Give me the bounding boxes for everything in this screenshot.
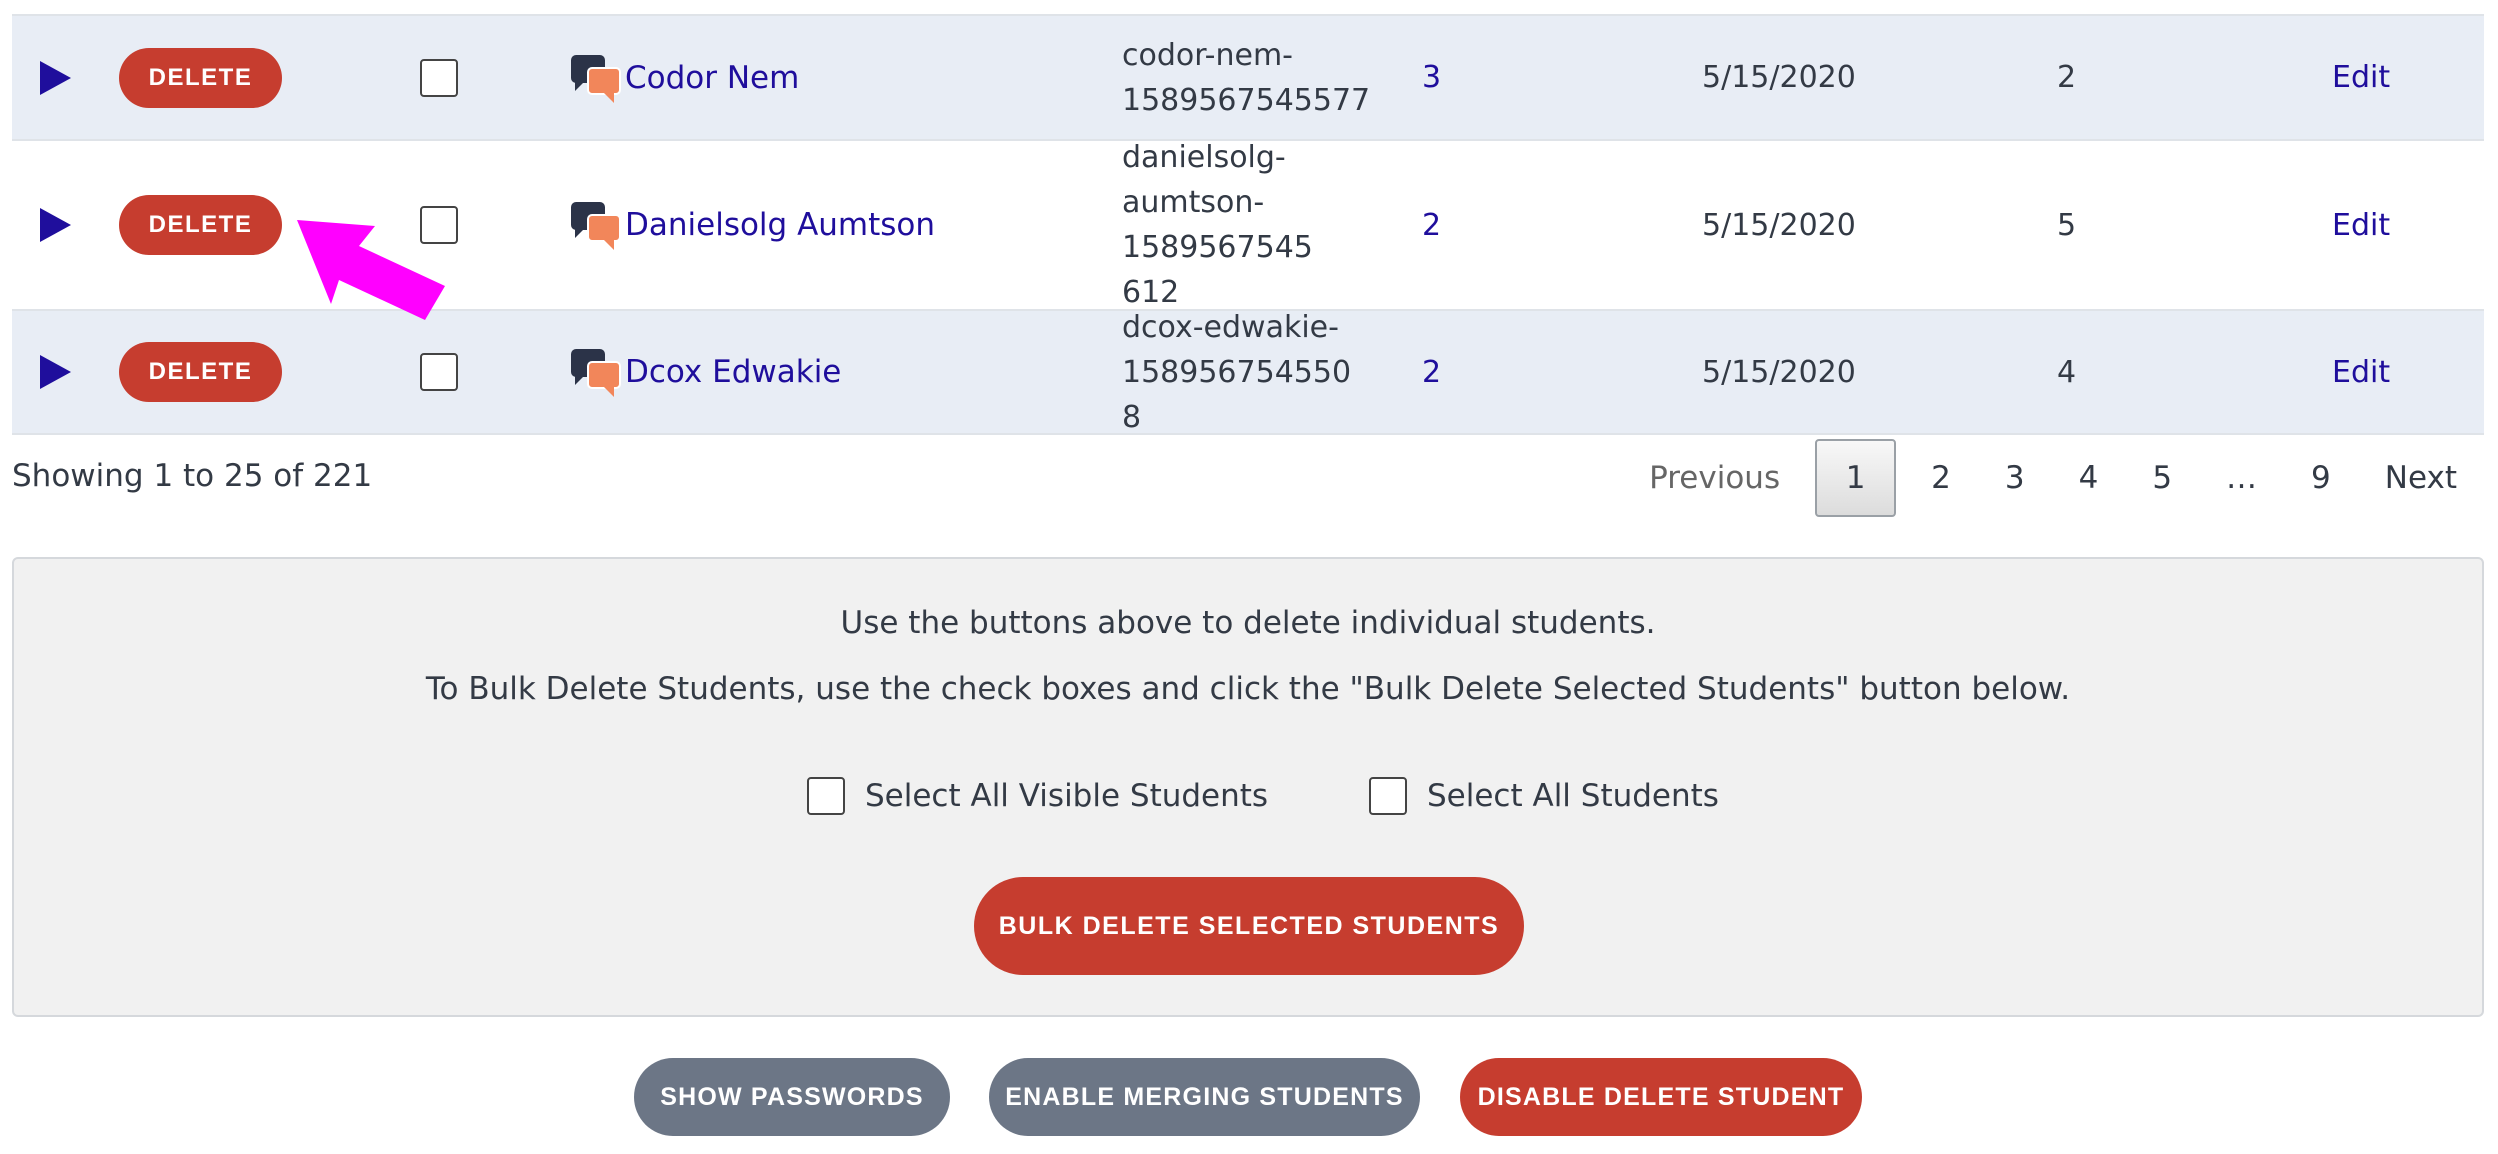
count-value: 4 xyxy=(2057,354,2077,390)
pagination-previous[interactable]: Previous xyxy=(1649,460,1781,496)
count-value: 5 xyxy=(2057,207,2077,243)
row-checkbox[interactable] xyxy=(420,59,458,97)
bulk-delete-panel xyxy=(12,557,2484,1017)
pagination-summary: Showing 1 to 25 of 221 xyxy=(12,458,373,494)
student-name-link[interactable]: Danielsolg Aumtson xyxy=(625,207,936,243)
student-username: dcox-edwakie-1589567545508 xyxy=(1122,309,1352,435)
expand-row-icon[interactable] xyxy=(40,208,71,242)
pagination-page-1[interactable]: 1 xyxy=(1815,439,1896,517)
count-link[interactable]: 3 xyxy=(1422,60,1442,95)
delete-button[interactable]: DELETE xyxy=(119,195,282,255)
table-row xyxy=(12,311,2484,435)
delete-button[interactable]: DELETE xyxy=(119,48,282,108)
enable-merging-button[interactable]: ENABLE MERGING STUDENTS xyxy=(989,1058,1420,1136)
expand-row-icon[interactable] xyxy=(40,61,71,95)
date-added: 5/15/2020 xyxy=(1702,60,1856,95)
chat-icon xyxy=(571,202,621,248)
chat-icon xyxy=(571,349,621,395)
student-name-link[interactable]: Dcox Edwakie xyxy=(625,354,842,390)
student-name-link[interactable]: Codor Nem xyxy=(625,59,800,96)
edit-link[interactable]: Edit xyxy=(2332,60,2391,95)
select-all-visible-checkbox[interactable] xyxy=(807,777,845,815)
expand-row-icon[interactable] xyxy=(40,355,71,389)
pagination-page-4[interactable]: 4 xyxy=(2078,460,2099,496)
edit-link[interactable]: Edit xyxy=(2332,207,2391,243)
count-link[interactable]: 2 xyxy=(1422,207,1442,243)
pagination xyxy=(1622,438,2484,518)
pagination-page-2[interactable]: 2 xyxy=(1931,460,1951,496)
select-all-visible-option[interactable] xyxy=(807,777,1268,815)
student-username: codor-nem-1589567545577 xyxy=(1122,37,1371,118)
select-all-visible-label: Select All Visible Students xyxy=(865,778,1269,814)
bulk-delete-button[interactable]: BULK DELETE SELECTED STUDENTS xyxy=(974,877,1524,975)
disable-delete-button[interactable]: DISABLE DELETE STUDENT xyxy=(1460,1058,1862,1136)
select-all-label: Select All Students xyxy=(1427,778,1719,814)
pagination-page-3[interactable]: 3 xyxy=(2004,460,2025,496)
delete-button[interactable]: DELETE xyxy=(119,342,282,402)
pagination-ellipsis: … xyxy=(2226,460,2258,496)
annotation-arrow-icon xyxy=(295,218,455,328)
pagination-page-5[interactable]: 5 xyxy=(2152,460,2173,496)
date-added: 5/15/2020 xyxy=(1702,354,1856,390)
pagination-page-9[interactable]: 9 xyxy=(2311,460,2331,496)
select-all-option[interactable] xyxy=(1369,777,1719,815)
count-value: 2 xyxy=(2057,60,2077,95)
bulk-instructions-line-1: Use the buttons above to delete individual students. xyxy=(840,605,1656,641)
student-username: danielsolg-aumtson-1589567545612 xyxy=(1122,140,1313,310)
count-link[interactable]: 2 xyxy=(1422,354,1442,390)
pagination-next[interactable]: Next xyxy=(2384,460,2457,496)
date-added: 5/15/2020 xyxy=(1702,207,1856,243)
show-passwords-button[interactable]: SHOW PASSWORDS xyxy=(634,1058,950,1136)
row-checkbox[interactable] xyxy=(420,353,458,391)
chat-icon xyxy=(571,55,621,101)
bulk-instructions-line-2: To Bulk Delete Students, use the check boxes and click the "Bulk Delete Selected Students" button below. xyxy=(425,671,2071,707)
select-all-checkbox[interactable] xyxy=(1369,777,1407,815)
edit-link[interactable]: Edit xyxy=(2332,354,2391,390)
table-row xyxy=(12,16,2484,141)
